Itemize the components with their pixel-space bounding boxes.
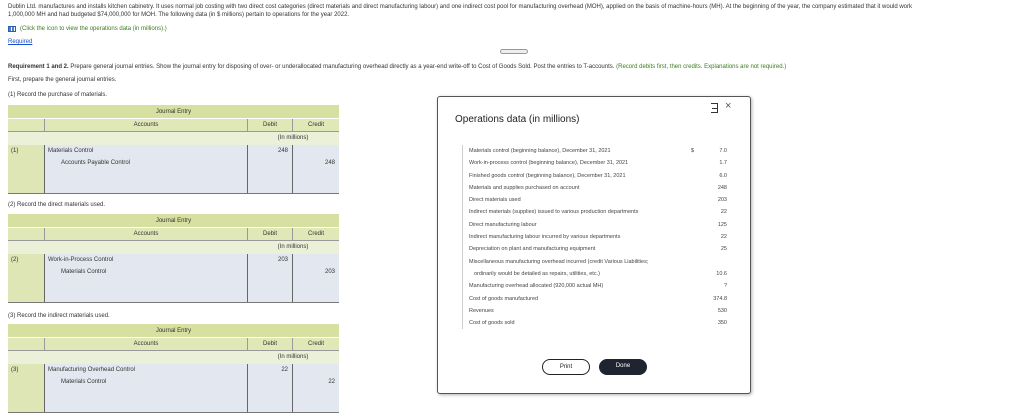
entry-number: (2) bbox=[8, 254, 44, 266]
credit-input[interactable] bbox=[292, 254, 339, 266]
credit-input[interactable] bbox=[292, 400, 339, 412]
first-instruction: First, prepare the general journal entries. bbox=[8, 77, 117, 83]
table-row bbox=[8, 266, 339, 278]
entry-1-prompt: (1) Record the purchase of materials. bbox=[8, 92, 108, 98]
debit-input[interactable]: 203 bbox=[247, 254, 292, 266]
row-value: 530 bbox=[717, 307, 727, 314]
unit-label: (In millions) bbox=[277, 244, 309, 250]
currency-symbol bbox=[691, 219, 703, 231]
operations-data-row bbox=[463, 182, 727, 194]
row-label: Work-in-process control (beginning balance), December 31, 2021 bbox=[469, 160, 629, 167]
row-label: Revenues bbox=[469, 307, 494, 314]
journal-entry-table-2 bbox=[8, 214, 339, 303]
row-label: Materials control (beginning balance), December 31, 2021 bbox=[469, 148, 611, 154]
account-input[interactable] bbox=[44, 290, 247, 302]
row-value: 22 bbox=[720, 209, 727, 216]
table-row bbox=[8, 157, 339, 169]
credit-input[interactable]: 248 bbox=[292, 157, 339, 169]
credit-input[interactable] bbox=[292, 388, 339, 400]
operations-data-modal bbox=[437, 96, 751, 394]
currency-symbol bbox=[691, 305, 703, 317]
credit-input[interactable] bbox=[292, 290, 339, 302]
print-button[interactable]: Print bbox=[542, 359, 590, 375]
operations-data-table bbox=[462, 145, 727, 329]
row-label: Miscellaneous manufacturing overhead incurred (credit Various Liabilities; bbox=[469, 258, 649, 265]
table-row bbox=[8, 278, 339, 290]
journal-entry-table-3 bbox=[8, 324, 339, 413]
credit-input[interactable] bbox=[292, 278, 339, 290]
table-row bbox=[8, 145, 339, 157]
entry-2-prompt: (2) Record the direct materials used. bbox=[8, 202, 106, 208]
row-label: Cost of goods manufactured bbox=[469, 295, 539, 302]
row-value: 248 bbox=[717, 184, 727, 191]
operations-data-row bbox=[463, 231, 727, 243]
row-label: Cost of goods sold bbox=[469, 320, 515, 327]
operations-data-link[interactable] bbox=[8, 26, 167, 32]
row-value: 374.8 bbox=[713, 295, 727, 302]
credit-input[interactable]: 22 bbox=[292, 376, 339, 388]
row-label: Indirect materials (supplies) issued to various production departments bbox=[469, 209, 639, 216]
table-row bbox=[8, 254, 339, 266]
row-label: Materials and supplies purchased on account bbox=[469, 184, 580, 191]
row-value: 10.6 bbox=[716, 270, 727, 277]
table-row bbox=[8, 181, 339, 193]
currency-symbol bbox=[691, 231, 703, 243]
row-label: Manufacturing overhead allocated (920,000 actual MH) bbox=[469, 283, 604, 290]
intro-line-2: 1,000,000 MH and had budgeted $74,000,000 for MOH. The following data (in $ millions) pertain to operations for the year 2022. bbox=[8, 12, 350, 18]
debit-header: Debit bbox=[247, 228, 292, 240]
accounts-header: Accounts bbox=[44, 119, 247, 131]
row-label: Finished goods control (beginning balance), December 31, 2021 bbox=[469, 172, 626, 179]
row-value: 6.0 bbox=[719, 172, 727, 179]
currency-symbol bbox=[691, 182, 703, 194]
requirement-heading: Requirement 1 and 2. bbox=[8, 64, 69, 70]
requirement-body: Prepare general journal entries. Show the journal entry for disposing of over- or underallocated manufacturing overhead directly as a year-end write-off to Cost of Goods Sold. Post the entries to T-accounts. bbox=[68, 64, 617, 70]
debit-input[interactable] bbox=[247, 388, 292, 400]
table-icon[interactable] bbox=[8, 26, 16, 32]
account-input[interactable] bbox=[44, 388, 247, 400]
currency-symbol bbox=[691, 293, 703, 305]
credit-input[interactable]: 203 bbox=[292, 266, 339, 278]
unit-label: (In millions) bbox=[277, 135, 309, 141]
currency-symbol: $ bbox=[691, 148, 695, 154]
currency-symbol bbox=[691, 170, 703, 182]
intro-line-1: Dublin Ltd. manufactures and installs kitchen cabinetry. It uses normal job costing with two direct cost categories (direct materials and direct manufacturing labour) and one indirect cost pool for manufacturing overhead (MOH), applied on the basis of machine-hours (MH). At the beginning of the year, the company estimated that it would work bbox=[8, 4, 913, 10]
row-label: Indirect manufacturing labour incurred by various departments bbox=[469, 234, 621, 241]
credit-header: Credit bbox=[292, 119, 339, 131]
debit-input[interactable] bbox=[247, 266, 292, 278]
debit-input[interactable] bbox=[247, 157, 292, 169]
account-input[interactable] bbox=[44, 169, 247, 181]
currency-symbol bbox=[691, 317, 703, 329]
operations-data-row bbox=[463, 280, 727, 292]
account-input[interactable]: Materials Control bbox=[44, 376, 247, 388]
entry-number: (3) bbox=[8, 364, 44, 376]
row-value: ? bbox=[723, 283, 727, 290]
operations-data-row bbox=[463, 194, 727, 206]
account-input[interactable]: Work-in-Process Control bbox=[44, 254, 247, 266]
operations-data-row bbox=[463, 157, 727, 169]
debit-input[interactable]: 22 bbox=[247, 364, 292, 376]
row-value: 203 bbox=[717, 197, 727, 204]
credit-input[interactable] bbox=[292, 169, 339, 181]
requirement-hint: (Record debits first, then credits. Explanations are not required.) bbox=[616, 64, 787, 70]
debit-input[interactable] bbox=[247, 181, 292, 193]
credit-header: Credit bbox=[292, 228, 339, 240]
operations-data-row bbox=[463, 268, 727, 280]
currency-symbol bbox=[691, 280, 703, 292]
unit-label: (In millions) bbox=[277, 354, 309, 360]
journal-entry-table-1 bbox=[8, 105, 339, 194]
table-row bbox=[8, 400, 339, 412]
account-input[interactable]: Accounts Payable Control bbox=[44, 157, 247, 169]
row-label: ordinarily would be detailed as repairs, utilities, etc.) bbox=[474, 270, 600, 277]
account-input[interactable] bbox=[44, 400, 247, 412]
table-row bbox=[8, 376, 339, 388]
operations-data-row bbox=[463, 305, 727, 317]
done-button[interactable]: Done bbox=[599, 359, 647, 375]
journal-title: Journal Entry bbox=[8, 214, 339, 228]
debit-header: Debit bbox=[247, 119, 292, 131]
account-input[interactable]: Materials Control bbox=[44, 266, 247, 278]
debit-input[interactable] bbox=[247, 376, 292, 388]
operations-data-link-text[interactable]: (Click the icon to view the operations data (in millions).) bbox=[20, 26, 167, 32]
table-row bbox=[8, 364, 339, 376]
operations-data-row bbox=[463, 243, 727, 255]
row-value: 25 bbox=[720, 246, 727, 253]
account-input[interactable] bbox=[44, 278, 247, 290]
row-value: 350 bbox=[717, 320, 727, 327]
account-input[interactable]: Materials Control bbox=[44, 145, 247, 157]
accounts-header: Accounts bbox=[44, 228, 247, 240]
requirement-text bbox=[8, 64, 786, 70]
credit-header: Credit bbox=[292, 338, 339, 350]
accounts-header: Accounts bbox=[44, 338, 247, 350]
modal-title: Operations data (in millions) bbox=[455, 114, 580, 125]
row-value: 22 bbox=[720, 234, 727, 241]
credit-input[interactable] bbox=[292, 145, 339, 157]
currency-symbol bbox=[691, 268, 703, 280]
row-value: 1.7 bbox=[719, 160, 727, 167]
row-value bbox=[703, 256, 727, 268]
account-input[interactable]: Manufacturing Overhead Control bbox=[44, 364, 247, 376]
operations-data-row bbox=[463, 145, 727, 157]
row-value: 125 bbox=[717, 221, 727, 228]
debit-input[interactable] bbox=[247, 290, 292, 302]
currency-symbol bbox=[691, 194, 703, 206]
operations-data-row bbox=[463, 170, 727, 182]
debit-header: Debit bbox=[247, 338, 292, 350]
debit-input[interactable] bbox=[247, 169, 292, 181]
operations-data-row bbox=[463, 206, 727, 218]
debit-input[interactable] bbox=[247, 400, 292, 412]
row-label: Depreciation on plant and manufacturing equipment bbox=[469, 246, 596, 253]
entry-3-prompt: (3) Record the indirect materials used. bbox=[8, 313, 110, 319]
debit-input[interactable] bbox=[247, 278, 292, 290]
credit-input[interactable] bbox=[292, 364, 339, 376]
minimize-icon[interactable] bbox=[711, 103, 718, 113]
close-icon[interactable]: × bbox=[725, 100, 732, 112]
row-label: Direct materials used bbox=[469, 197, 521, 204]
table-row bbox=[8, 388, 339, 400]
currency-symbol bbox=[691, 256, 703, 268]
table-row bbox=[8, 290, 339, 302]
credit-input[interactable] bbox=[292, 181, 339, 193]
debit-input[interactable]: 248 bbox=[247, 145, 292, 157]
required-link[interactable]: Required bbox=[8, 39, 33, 45]
operations-data-row bbox=[463, 219, 727, 231]
operations-data-row bbox=[463, 256, 727, 268]
collapse-toggle[interactable] bbox=[500, 49, 528, 54]
operations-data-row bbox=[463, 293, 727, 305]
account-input[interactable] bbox=[44, 181, 247, 193]
currency-symbol bbox=[691, 243, 703, 255]
row-label: Direct manufacturing labour bbox=[469, 221, 537, 228]
entry-number: (1) bbox=[8, 145, 44, 157]
row-value: 7.0 bbox=[719, 148, 727, 154]
journal-title: Journal Entry bbox=[8, 324, 339, 338]
journal-title: Journal Entry bbox=[8, 105, 339, 119]
currency-symbol bbox=[691, 157, 703, 169]
currency-symbol bbox=[691, 206, 703, 218]
operations-data-row bbox=[463, 317, 727, 329]
table-row bbox=[8, 169, 339, 181]
